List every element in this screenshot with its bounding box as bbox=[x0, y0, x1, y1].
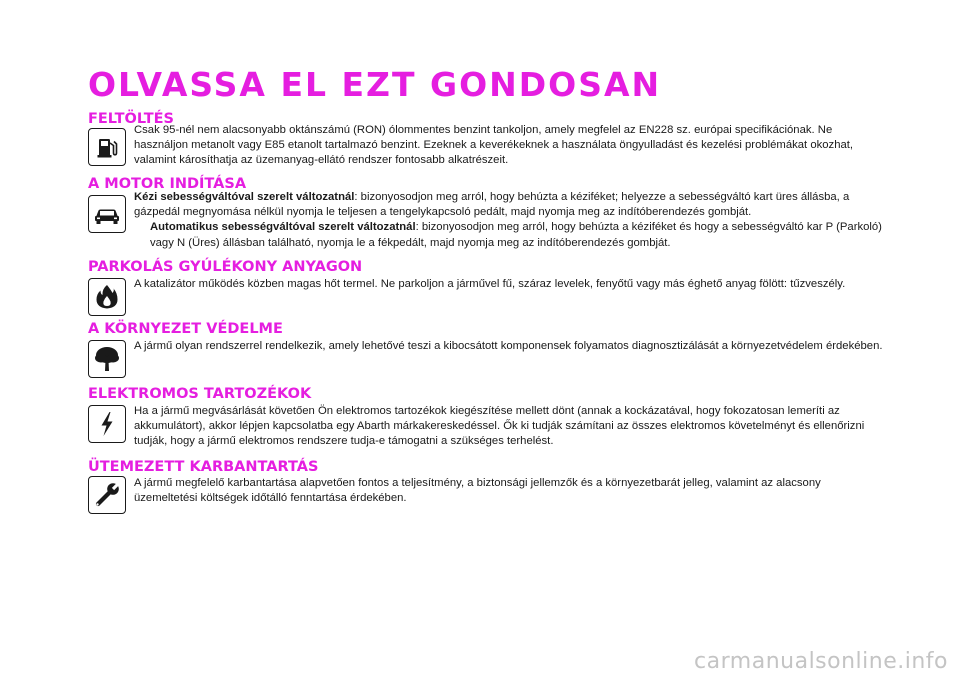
section-heading-parking: PARKOLÁS GYÚLÉKONY ANYAGON bbox=[88, 259, 363, 275]
manual-transmission-label: Kézi sebességváltóval szerelt változatnál bbox=[134, 191, 355, 203]
tree-icon bbox=[88, 340, 126, 378]
manual-transmission-text: : bizonyosodjon meg arról, hogy behúzta a kéziféket; helyezze a sebességváltó kart üres állásba, a gázpedál megnyomása nélkül nyomja le teljesen a tengelykapcsoló pedált, majd nyomja meg az indítóberendezés gombját. bbox=[134, 191, 850, 219]
section-heading-refueling: FELTÖLTÉS bbox=[88, 111, 174, 127]
manual-transmission-paragraph bbox=[134, 190, 886, 220]
environment-text: A jármű olyan rendszerrel rendelkezik, amely lehetővé teszi a kibocsátott komponensek folyamatos diagnosztizálását a környezetvédelem érdekében. bbox=[134, 340, 883, 352]
fuel-pump-icon bbox=[88, 128, 126, 166]
electrical-text: Ha a jármű megvásárlását követően Ön elektromos tartozékok kiegészítése mellett dönt (annak a kockázatával, hogy fokozatosan lemeríti az akkumulátort), akkor lépjen kapcsolatba egy Abarth márkakereskedéssel. Ők ki tudják számítani az összes elektromos követelményt és ellenőrizni tudják, hogy a jármű elektromos rendszere tudja-e támogatni a szükséges terhelést. bbox=[134, 405, 865, 448]
page-title: OLVASSA EL EZT GONDOSAN bbox=[88, 65, 662, 104]
car-icon bbox=[88, 195, 126, 233]
fire-icon bbox=[88, 278, 126, 316]
automatic-transmission-paragraph bbox=[150, 220, 886, 250]
maintenance-text: A jármű megfelelő karbantartása alapvetően fontos a teljesítmény, a biztonsági jellemzők és a környezetbarát jelleg, valamint az alacsony üzemeltetési költségek időtálló fenntartása érdekében. bbox=[134, 477, 821, 505]
refueling-text: Csak 95-nél nem alacsonyabb oktánszámú (RON) ólommentes benzint tankoljon, amely megfelel az EN228 sz. európai specifikációnak. Ne használjon metanolt vagy E85 etanolt tartalmazó benzint. Ezeknek a keverékeknek a használata öngyulladást és kezelési problémákat okozhat, valamint károsíthatja az üzemanyag-ellátó rendszer fontosabb alkatrészeit. bbox=[134, 124, 854, 167]
section-heading-environment: A KÖRNYEZET VÉDELME bbox=[88, 321, 283, 337]
parking-text: A katalizátor működés közben magas hőt termel. Ne parkoljon a járművel fű, száraz levelek, fenyőtű vagy más éghető anyag fölött: tűzveszély. bbox=[134, 278, 846, 290]
section-heading-engine-start: A MOTOR INDÍTÁSA bbox=[88, 176, 247, 192]
watermark: carmanualsonline.info bbox=[694, 649, 948, 674]
section-heading-maintenance: ÜTEMEZETT KARBANTARTÁS bbox=[88, 459, 319, 475]
section-heading-electrical: ELEKTROMOS TARTOZÉKOK bbox=[88, 386, 312, 402]
automatic-transmission-label: Automatikus sebességváltóval szerelt változatnál bbox=[150, 221, 416, 234]
wrench-icon bbox=[88, 476, 126, 514]
engine-start-text bbox=[134, 190, 886, 251]
lightning-icon bbox=[88, 405, 126, 443]
automatic-transmission-text: : bizonyosodjon meg arról, hogy behúzta a kéziféket és hogy a sebességváltó kar P (Parkoló) vagy N (Üres) állásban található, nyomja le a fékpedált, majd nyomja meg az indítóberendezés gombját. bbox=[150, 221, 882, 249]
